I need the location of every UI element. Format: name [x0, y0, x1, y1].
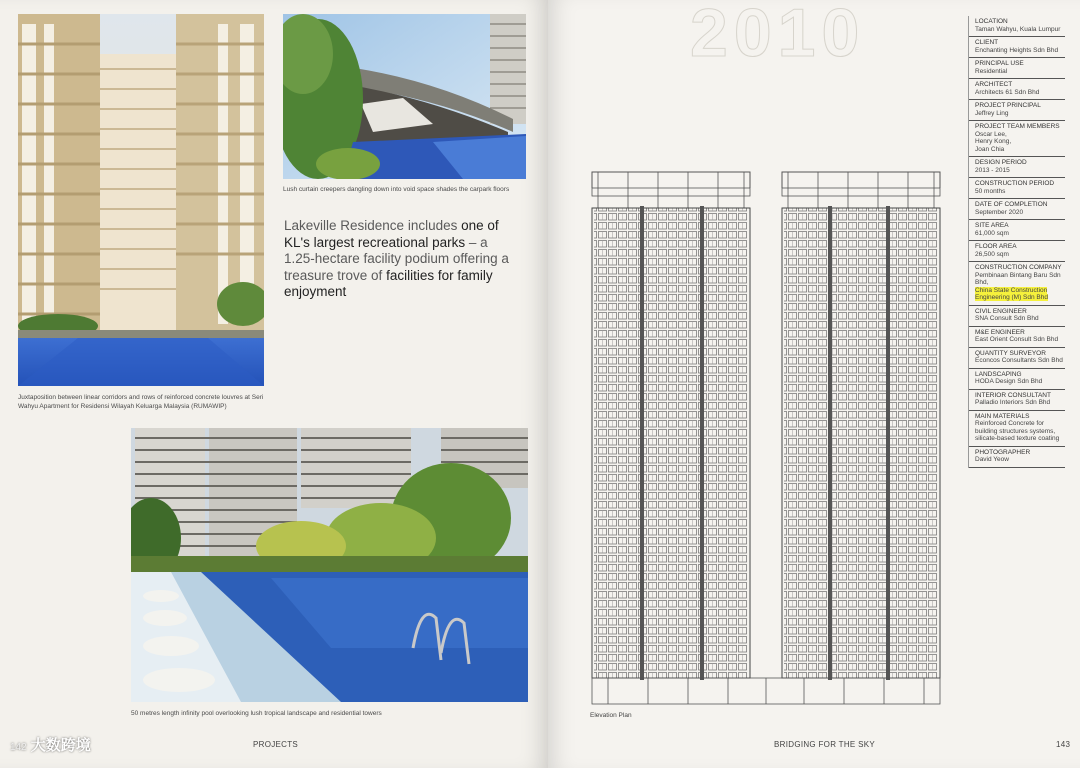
photo-creepers-carpark [283, 14, 526, 179]
credit-label: DATE OF COMPLETION [975, 201, 1048, 208]
elevation-plan-drawing [588, 168, 948, 708]
credit-item [969, 220, 1065, 241]
credit-label: CLIENT [975, 39, 999, 46]
credit-value: Enchanting Heights Sdn Bhd [975, 46, 1059, 54]
credit-label: MAIN MATERIALS [975, 412, 1030, 420]
credit-item [969, 79, 1065, 100]
credit-label: PHOTOGRAPHER [975, 448, 1031, 456]
credit-label: PROJECT TEAM MEMBERS [975, 123, 1060, 130]
podium [592, 678, 940, 704]
quote-emphasis-1: one of KL's largest recreational parks [284, 218, 499, 250]
credit-item [969, 121, 1065, 157]
credit-label: FLOOR AREA [975, 243, 1017, 250]
credit-item [969, 16, 1065, 37]
credit-value: 2013 - 2015 [975, 166, 1010, 174]
credit-item [969, 100, 1065, 121]
caption-corridor: Juxtaposition between linear corridors and rows of reinforced concrete louvres at Seri Wahyu Apartment for Residensi Wilayah Keluarga Malaysia (RUMAWIP) [18, 394, 264, 410]
credit-value: 61,000 sqm [975, 229, 1009, 237]
credit-item [969, 58, 1065, 79]
credit-value: HODA Design Sdn Bhd [975, 378, 1043, 385]
credit-item [969, 369, 1065, 390]
credit-item [969, 306, 1065, 327]
pull-quote [284, 218, 516, 301]
tower-b [782, 172, 940, 680]
credit-item [969, 411, 1065, 447]
watermark [10, 734, 91, 755]
credit-label: QUANTITY SURVEYOR [975, 349, 1046, 357]
watermark-text: 大数跨境 [30, 737, 91, 754]
credit-label: ARCHITECT [975, 81, 1013, 88]
credit-label: PROJECT PRINCIPAL [975, 102, 1041, 109]
page-number-left: 142 [10, 742, 27, 753]
credit-item [969, 199, 1065, 220]
credit-item [969, 241, 1065, 262]
photo-corridor-pool [18, 14, 264, 386]
credit-label: CIVIL ENGINEER [975, 307, 1027, 315]
credit-label: INTERIOR CONSULTANT [975, 391, 1051, 399]
credit-item [969, 390, 1065, 411]
ghost-text: 2010 [690, 0, 866, 71]
credit-item [969, 348, 1065, 369]
credit-value: Econcos Consultants Sdn Bhd [975, 357, 1063, 364]
credit-item [969, 327, 1065, 348]
project-credits [968, 16, 1065, 468]
credit-value: East Orient Consult Sdn Bhd [975, 336, 1059, 343]
elevation-caption: Elevation Plan [590, 712, 632, 719]
credit-value: Reinforced Concrete for building structures systems, silicate-based texture coating [975, 420, 1060, 442]
credit-label: CONSTRUCTION PERIOD [975, 180, 1055, 187]
credit-value: Taman Wahyu, Kuala Lumpur [975, 25, 1061, 33]
caption-creepers: Lush curtain creepers dangling down into void space shades the carpark floors [283, 186, 510, 193]
credit-item [969, 262, 1065, 306]
credit-value: Architects 61 Sdn Bhd [975, 88, 1040, 96]
credit-value: Oscar Lee, Henry Kong, Joan Chia [975, 130, 1012, 153]
footer-left-section: PROJECTS [253, 740, 299, 749]
credit-value: David Yeow [975, 456, 1009, 463]
credit-label: LOCATION [975, 18, 1008, 25]
credit-label: CONSTRUCTION COMPANY [975, 264, 1062, 271]
credit-label: M&E ENGINEER [975, 328, 1025, 336]
credit-label: PRINCIPAL USE [975, 60, 1024, 67]
quote-part-3: – a 1.25-hectare facility podium offering a treasure trove of [284, 234, 509, 283]
credit-value: SNA Consult Sdn Bhd [975, 315, 1039, 322]
credit-value: Pembinaan Bintang Baru Sdn Bhd, [975, 271, 1061, 286]
credit-value: Palladio Interiors Sdn Bhd [975, 399, 1051, 406]
credit-value-highlight: China State Construction Engineering (M) Sdn Bhd [975, 286, 1048, 301]
credit-value: September 2020 [975, 208, 1024, 216]
credit-item [969, 178, 1065, 199]
caption-infinity-pool: 50 metres length infinity pool overlooking lush tropical landscape and residential towers [131, 710, 382, 717]
tower-a [592, 172, 750, 680]
quote-part-1: Lakeville Residence includes [284, 218, 462, 233]
quote-emphasis-2: facilities for family enjoyment [284, 267, 493, 299]
footer-right-section: BRIDGING FOR THE SKY [774, 740, 875, 749]
credit-label: LANDSCAPING [975, 370, 1022, 378]
credit-value: Residential [975, 67, 1008, 75]
page-number-right: 143 [1056, 740, 1071, 749]
credit-item [969, 447, 1065, 468]
credit-item [969, 157, 1065, 178]
credit-label: SITE AREA [975, 222, 1009, 229]
credit-value: Jeffrey Ling [975, 109, 1009, 117]
credit-item [969, 37, 1065, 58]
credit-label: DESIGN PERIOD [975, 159, 1027, 166]
credit-value: 26,500 sqm [975, 250, 1009, 258]
photo-infinity-pool [131, 428, 528, 702]
credit-value: 50 months [975, 187, 1006, 195]
